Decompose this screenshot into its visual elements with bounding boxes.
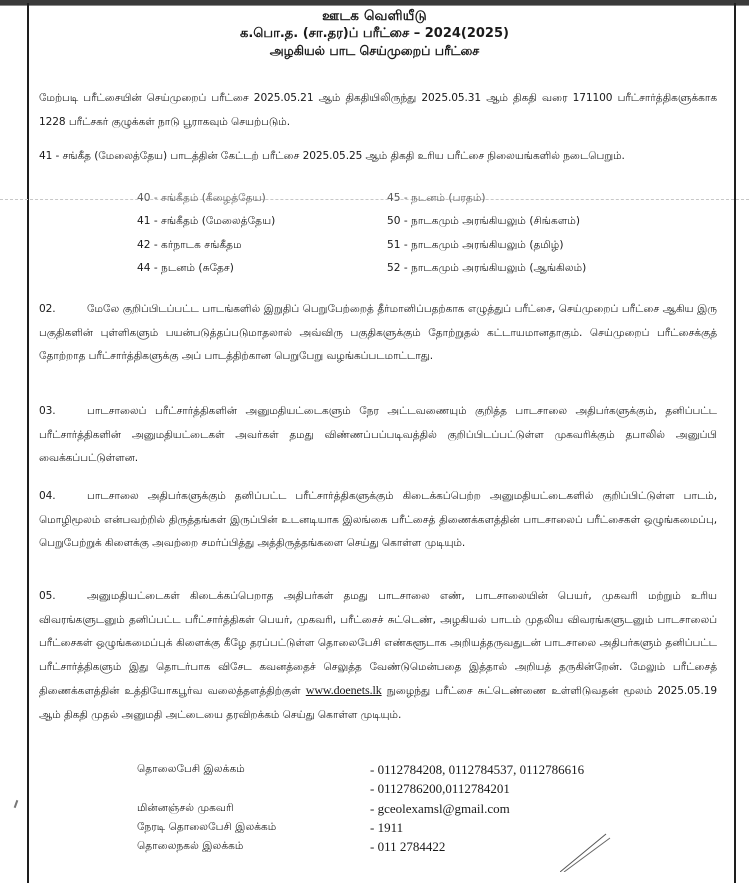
subject-right: 52 - நாடகமும் அரங்கியலும் (ஆங்கிலம்) (387, 261, 587, 274)
section-03 (39, 400, 717, 471)
subject-list (137, 187, 617, 280)
subject-row (137, 210, 617, 233)
contact-label: தொலைநகல் இலக்கம் (137, 840, 244, 853)
subject-row (137, 234, 617, 257)
section-text: மேலே குறிப்பிடப்பட்ட பாடங்களில் இறுதிப் பெறுபேற்றைத் தீர்மானிப்பதற்காக எழுத்துப் பரீட்சை, செய்முறைப் பரீட்சை ஆகிய இரு பகுதிகளின் புள்ளிகளும் பயன்படுத்தப்படுமாதலால் அவ்விரு பகுதிகளுக்கும் தோற்றுதல் கட்டாயமானதாகும். செய்முறைப் பரீட்சைக்குத் தோற்றாத பரீட்சார்த்திகளுக்கு அப் பாடத்திற்கான பெறுபேறு வழங்கப்படமாட்டாது. (39, 303, 717, 362)
contact-label (137, 779, 370, 798)
contact-label: நேரடி தொலைபேசி இலக்கம் (137, 820, 277, 833)
contact-label: மின்னஞ்சல் முகவரி (137, 801, 234, 814)
page-title: ஊடக வெளியீடு (322, 8, 427, 24)
signature-stroke-icon (560, 832, 620, 872)
section-04 (39, 485, 717, 556)
contact-value: - 0112784208, 0112784537, 0112786616 (370, 762, 585, 777)
contact-value: - 011 2784422 (370, 839, 446, 855)
subject-left: 41 - சங்கீதம் (மேலைத்தேய) (137, 215, 276, 228)
subject-row (137, 187, 617, 210)
contact-value: - 0112786200,0112784201 (370, 781, 510, 797)
subject-right: 45 - நடனம் (பரதம்) (387, 192, 486, 204)
section-text: பாடசாலைப் பரீட்சார்த்திகளின் அனுமதியட்டைகளும் நேர அட்டவணையும் குறித்த பாடசாலை அதிபர்களுக்கும், தனிப்பட்ட பரீட்சார்த்திகளின் அனுமதியட்டைகள் அவர்கள் தமது விண்ணப்பப்படிவத்தில் குறிப்பிடப்பட்டுள்ள முகவரிக்கும் தபாலில் அனுப்பி வைக்கப்பட்டுள்ளன. (39, 405, 717, 464)
section-number: 05. (39, 590, 56, 602)
scan-speck (14, 800, 19, 808)
subject-row (137, 257, 617, 280)
section-text-after-link: நுழைந்து பரீட்சை சுட்டெண்ணை உள்ளிடுவதன் மூலம் 2025.05.19 ஆம் திகதி முதல் அனுமதி அட்டையை தரவிறக்கம் செய்து கொள்ள முடியும். (39, 685, 717, 721)
section-text: அனுமதியட்டைகள் கிடைக்கப்பெறாத அதிபர்கள் தமது பாடசாலை எண், பாடசாலையின் பெயர், முகவரி மற்றும் உரிய விவரங்களுடனும் தனிப்பட்ட பரீட்சார்த்திகள் பெயர், முகவரி, பரீட்சைச் சுட்டெண், அழகியல் பாடம் முதலிய விவரங்களுடனும் பாடசாலைப் பரீட்சைகள் ஒழுங்கமைப்புக் கிளைக்கு கீழே தரப்பட்டுள்ள தொலைபேசி எண்களூடாக அறியத்தருவதுடன் பாடசாலை அதிபர்களும் தனிப்பட்ட பரீட்சார்த்திகளும் இது தொடர்பாக விசேட கவனத்தைச் செலுத்த வேண்டுமென்பதை இத்தால் அறியத் தருகின்றேன். மேலும் பரீட்சைத் திணைக்களத்தின் உத்தியோகபூர்வ வலைத்தளத்திற்குள் (39, 590, 717, 697)
subject-right: 50 - நாடகமும் அரங்கியலும் (சிங்களம்) (387, 215, 581, 228)
subject-left: 44 - நடனம் (சுதேச) (137, 261, 234, 274)
press-release-header (0, 8, 749, 59)
section-02 (39, 298, 717, 369)
contact-row (137, 799, 697, 818)
section-text: பாடசாலை அதிபர்களுக்கும் தனிப்பட்ட பரீட்சார்த்திகளுக்கும் கிடைக்கப்பெற்ற அனுமதியட்டைகளில் குறிப்பிட்டுள்ள பாடம், மொழிமூலம் என்பவற்றில் திருத்தங்கள் இருப்பின் உடனடியாக இலங்கை பரீட்சைத் திணைக்களத்தின் பாடசாலைப் பரீட்சைகள் ஒழுங்கமைப்பு, பெறுபேற்றுக் கிளைக்கு அவற்றை சமர்ப்பித்து அத்திருத்தங்களை செய்து கொள்ள முடியும். (39, 490, 717, 549)
contact-row (137, 760, 697, 779)
contact-label: தொலைபேசி இலக்கம் (137, 763, 245, 775)
subject-left: 42 - கர்நாடக சங்கீதம (137, 238, 242, 251)
section-number: 02. (39, 303, 56, 315)
contact-row (137, 779, 697, 798)
contact-value: - gceolexamsl@gmail.com (370, 800, 510, 816)
subject-left: 40 - சங்கீதம் (கீழைத்தேய) (137, 192, 266, 204)
section-number: 04. (39, 490, 56, 502)
section-number: 03. (39, 405, 56, 417)
exam-subtitle: அழகியல் பாட செய்முறைப் பரீட்சை (269, 43, 480, 58)
notice-41-paragraph: 41 - சங்கீத (மேலைத்தேய) பாடத்தின் கேட்டற் பரீட்சை 2025.05.25 ஆம் திகதி உரிய பரீட்சை நிலையங்களில் நடைபெறும். (39, 150, 625, 162)
contact-value: - 1911 (370, 819, 404, 835)
intro-paragraph: மேற்படி பரீட்சையின் செய்முறைப் பரீட்சை 2025.05.21 ஆம் திகதியிலிருந்து 2025.05.31 ஆம் திகதி வரை 171100 பரீட்சார்த்திகளுக்காக 1228 பரீட்சகர் குழுக்கள் நாடு பூராகவும் செயற்படும். (39, 92, 717, 128)
section-05 (39, 585, 717, 727)
subject-right: 51 - நாடகமும் அரங்கியலும் (தமிழ்) (387, 238, 564, 251)
exam-title: க.பொ.த. (சா.தர)ப் பரீட்சை – 2024(2025) (240, 26, 509, 41)
doenets-link[interactable]: www.doenets.lk (305, 683, 382, 697)
